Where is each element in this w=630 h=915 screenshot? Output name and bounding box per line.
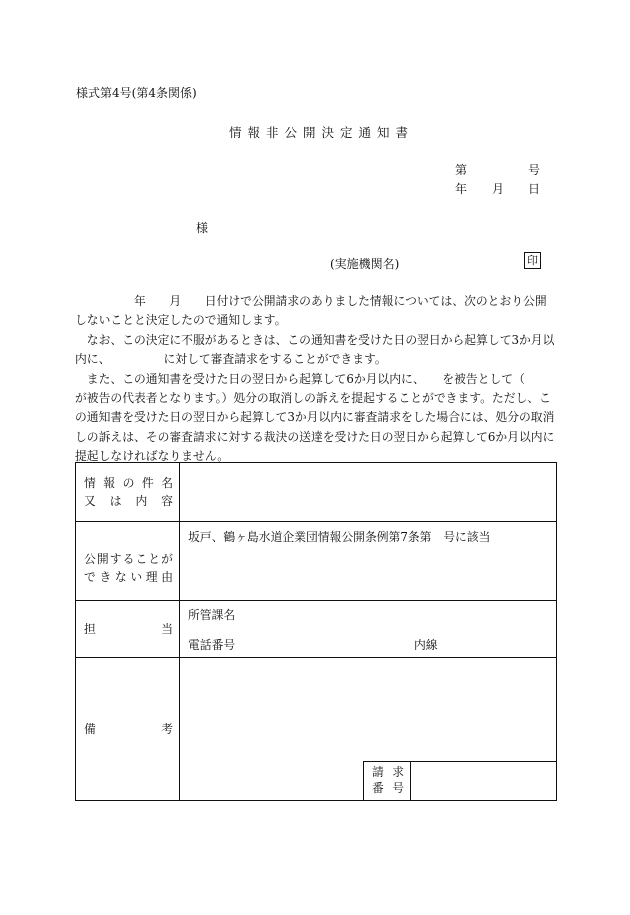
request-label-line1: 請 求 (372, 765, 404, 779)
remarks-value[interactable] (180, 658, 557, 801)
request-label-line2: 番 号 (372, 781, 404, 795)
body-line: なお、この決定に不服があるときは、この通知書を受けた日の翌日から起算して3か月以 (75, 332, 555, 347)
date-month-label: 月 (492, 182, 505, 196)
label-remarks-text: 備 考 (84, 722, 173, 736)
info-table (75, 462, 557, 801)
date-year-label: 年 (455, 182, 468, 196)
body-line: 提起しなければなりません。 (75, 449, 230, 464)
date-day-label: 日 (528, 182, 541, 196)
number-prefix: 第 (455, 163, 468, 177)
reason-text: 坂戸、鶴ヶ島水道企業団情報公開条例第7条第 号に該当 (188, 530, 491, 544)
row-remarks (76, 658, 557, 801)
reason-value[interactable] (180, 522, 557, 601)
addressee-suffix: 様 (196, 221, 209, 235)
body-line: また、この通知書を受けた日の翌日から起算して6か月以内に、 を被告として（ (75, 371, 525, 386)
label-contact (76, 601, 180, 658)
row-contact (76, 601, 557, 658)
body-line: しの訴えは、その審査請求に対する裁決の送達を受けた日の翌日から起算して6か月以内に (75, 429, 555, 444)
agency-name-label: (実施機関名) (330, 257, 400, 271)
label-remarks (76, 658, 180, 801)
phone-label: 電話番号 (188, 638, 236, 652)
body-line: 年 月 日付けで公開請求のありました情報については、次のとおり公開 (75, 294, 547, 308)
label-reason-line2: で き な い 理 由 (84, 570, 173, 584)
label-subject-line1: 情 報 の 件 名 (84, 476, 173, 490)
seal-mark: 印 (524, 252, 541, 269)
row-reason (76, 522, 557, 601)
label-subject-line2: 又 は 内 容 (84, 494, 173, 508)
extension-label: 内線 (414, 638, 438, 652)
row-subject (76, 463, 557, 522)
body-line: しないことと決定したので通知します。 (75, 313, 287, 328)
label-subject (76, 463, 180, 522)
dept-label: 所管課名 (188, 608, 236, 622)
label-contact-text: 担 当 (84, 622, 173, 636)
number-suffix: 号 (528, 163, 541, 177)
body-line: 内に、 に対して審査請求をすることができます。 (75, 352, 387, 367)
document-title: 情報非公開決定通知書 (229, 125, 415, 140)
label-reason (76, 522, 180, 601)
contact-value[interactable] (180, 601, 557, 658)
body-line: が被告の代表者となります。）処分の取消しの訴えを提起することができます。ただし、こ (75, 391, 551, 406)
subject-value[interactable] (180, 463, 557, 522)
request-number-value[interactable] (411, 762, 556, 800)
form-number: 様式第4号(第4条関係) (76, 86, 197, 100)
notice-body (75, 292, 563, 467)
request-number-box (363, 761, 556, 800)
label-reason-line1: 公 開 す る こ と が (84, 552, 173, 566)
request-number-label (364, 762, 411, 800)
body-line: の通知書を受けた日の翌日から起算して3か月以内に審査請求をした場合には、処分の取消 (75, 410, 555, 425)
